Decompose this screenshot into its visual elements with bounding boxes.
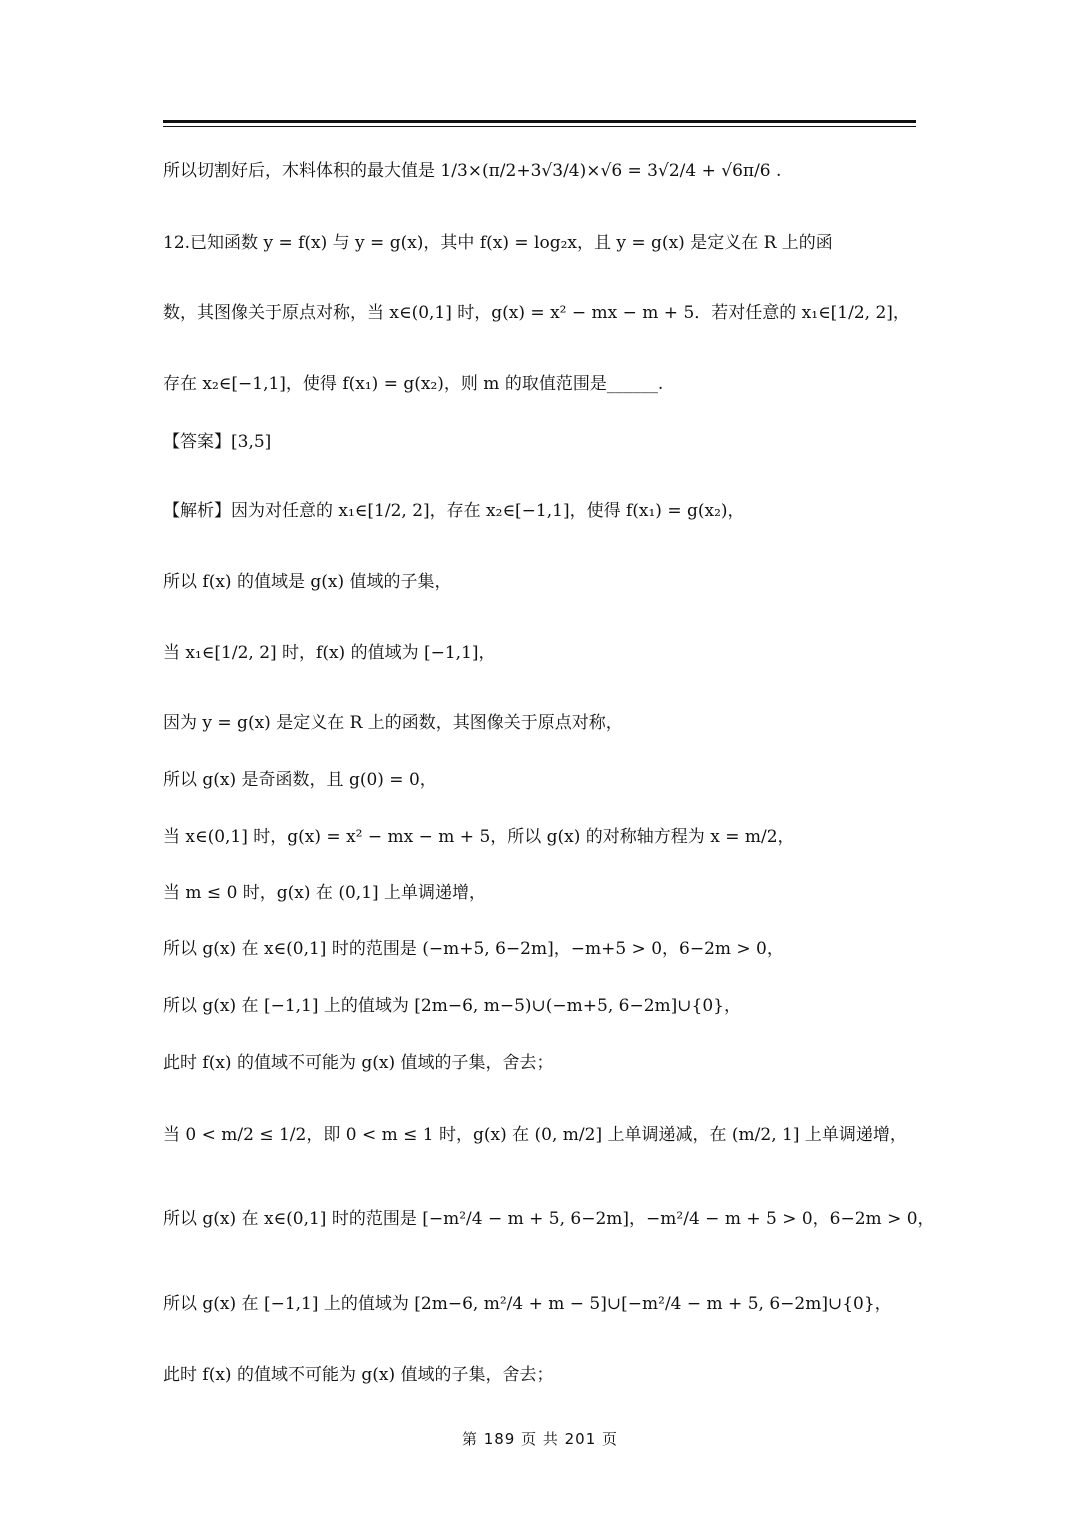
text-line: 当 m ≤ 0 时，g(x) 在 (0,1] 上单调递增，: [163, 883, 487, 903]
header-rule: [163, 120, 916, 123]
text-line: 当 x∈(0,1] 时，g(x) = x² − mx − m + 5，所以 g(x) 的对称轴方程为 x = m/2，: [163, 827, 795, 847]
text-line: 所以 g(x) 是奇函数，且 g(0) = 0，: [163, 770, 437, 790]
text-line: 此时 f(x) 的值域不可能为 g(x) 值域的子集，舍去；: [163, 1365, 554, 1385]
answer-line: 【答案】[3,5]: [163, 432, 272, 452]
problem-12-line-3: 存在 x₂∈[−1,1]，使得 f(x₁) = g(x₂)，则 m 的取值范围是______.: [163, 374, 664, 394]
text-line: 所以切割好后，木料体积的最大值是 1/3×(π/2+3√3/4)×√6 = 3√2/4 + √6π/6 .: [163, 161, 782, 181]
problem-12-line-1: 12.已知函数 y = f(x) 与 y = g(x)，其中 f(x) = log₂x，且 y = g(x) 是定义在 R 上的函: [163, 233, 833, 253]
text-line: 当 x₁∈[1/2, 2] 时，f(x) 的值域为 [−1,1]，: [163, 643, 496, 663]
text-line: 此时 f(x) 的值域不可能为 g(x) 值域的子集，舍去；: [163, 1053, 554, 1073]
page-footer: 第 189 页 共 201 页: [461, 1430, 619, 1448]
text-line: 所以 g(x) 在 [−1,1] 上的值域为 [2m−6, m²/4 + m − 5]∪[−m²/4 − m + 5, 6−2m]∪{0}，: [163, 1294, 892, 1314]
text-line: 当 0 < m/2 ≤ 1/2，即 0 < m ≤ 1 时，g(x) 在 (0, m/2] 上单调递减，在 (m/2, 1] 上单调递增，: [163, 1125, 907, 1145]
text-line: 所以 g(x) 在 x∈(0,1] 时的范围是 [−m²/4 − m + 5, 6−2m]，−m²/4 − m + 5 > 0，6−2m > 0，: [163, 1209, 935, 1229]
text-line: 所以 g(x) 在 x∈(0,1] 时的范围是 (−m+5, 6−2m]，−m+5 > 0，6−2m > 0，: [163, 939, 784, 959]
text-line: 所以 f(x) 的值域是 g(x) 值域的子集，: [163, 572, 452, 592]
text-line: 因为 y = g(x) 是定义在 R 上的函数，其图像关于原点对称，: [163, 713, 623, 733]
analysis-line: 【解析】因为对任意的 x₁∈[1/2, 2]，存在 x₂∈[−1,1]，使得 f(x₁) = g(x₂)，: [163, 501, 745, 521]
problem-12-line-2: 数，其图像关于原点对称，当 x∈(0,1] 时，g(x) = x² − mx − m + 5．若对任意的 x₁∈[1/2, 2]，: [163, 303, 910, 323]
text-line: 所以 g(x) 在 [−1,1] 上的值域为 [2m−6, m−5)∪(−m+5, 6−2m]∪{0}，: [163, 996, 741, 1016]
header-rule-thin: [163, 126, 916, 127]
